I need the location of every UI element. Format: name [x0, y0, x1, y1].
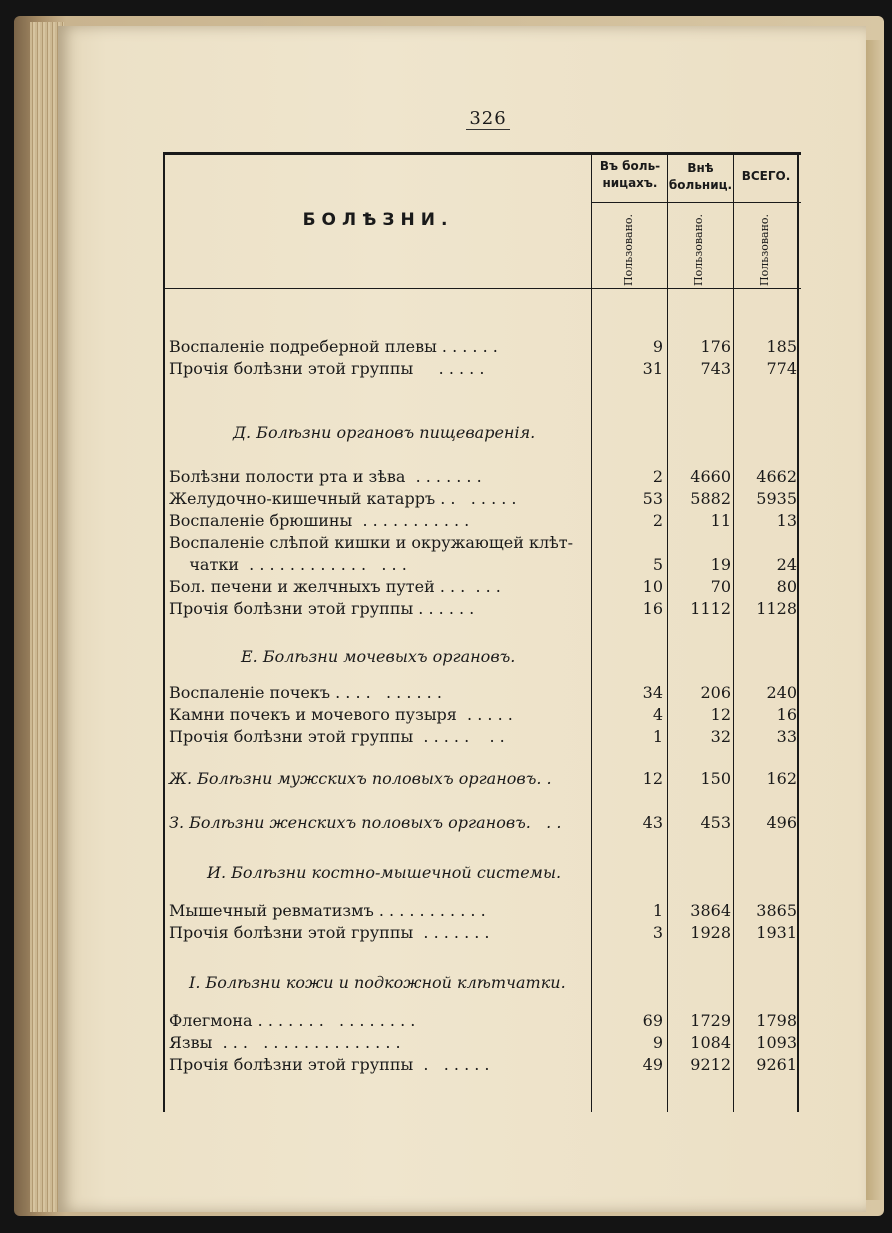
disease-table — [163, 152, 801, 1112]
table-row: Желудочно-кишечный катарръ . . . . . . . 53 5882 5935 — [169, 489, 797, 508]
table-row: чатки . . . . . . . . . . . . . . . 5 19 24 — [169, 555, 797, 574]
col-outside-hospitals-header: Внѣ больниц. — [668, 161, 733, 192]
table-row: Флегмона . . . . . . . . . . . . . . . 69 1729 1798 — [169, 1011, 797, 1030]
right-page-edge — [864, 40, 884, 1200]
table-row: Ж. Болѣзни мужскихъ половыхъ органовъ. . 12 150 162 — [169, 769, 797, 788]
table-header-title: БОЛѢЗНИ. — [302, 210, 454, 230]
table-row: Камни почекъ и мочевого пузыря . . . . . 4 12 16 — [169, 705, 797, 724]
table-row: Прочія болѣзни этой группы . . . . . . . 3 1928 1931 — [169, 923, 797, 942]
table-row: Воспаленіе почекъ . . . . . . . . . . 34 206 240 — [169, 683, 797, 702]
col1-rule — [591, 152, 592, 1112]
header-sub-rule — [591, 202, 801, 203]
section-heading: И. Болѣзни костно-мышечной системы. — [207, 863, 562, 882]
table-top-rule — [163, 152, 801, 155]
col2-rule — [667, 152, 668, 1112]
table-row: Воспаленіе брюшины . . . . . . . . . . . 2 11 13 — [169, 511, 797, 530]
table-row: Прочія болѣзни этой группы . . . . . 31 743 774 — [169, 359, 797, 378]
page-number: 326 — [466, 108, 510, 130]
section-heading: Е. Болѣзни мочевыхъ органовъ. — [241, 647, 516, 666]
col-total-header: ВСЕГО. — [741, 169, 791, 183]
table-row: З. Болѣзни женскихъ половыхъ органовъ. . . 43 453 496 — [169, 813, 797, 832]
table-row: Бол. печени и желчныхъ путей . . . . . . 10 70 80 — [169, 577, 797, 596]
section-heading: Д. Болѣзни органовъ пищеваренія. — [233, 423, 536, 442]
table-row: Прочія болѣзни этой группы . . . . . . 49 9212 9261 — [169, 1055, 797, 1074]
table-left-rule — [163, 152, 165, 1112]
table-row: Прочія болѣзни этой группы . . . . . . . 1 32 33 — [169, 727, 797, 746]
table-row: Язвы . . . . . . . . . . . . . . . . . 9 1084 1093 — [169, 1033, 797, 1052]
table-row: Воспаленіе слѣпой кишки и окружающей клѣт- — [169, 533, 574, 552]
table-row: Прочія болѣзни этой группы . . . . . . 16 1112 1128 — [169, 599, 797, 618]
section-heading: І. Болѣзни кожи и подкожной клѣтчатки. — [189, 973, 566, 992]
col2-sub-header: Пользовано. — [692, 214, 705, 287]
table-row: Мышечный ревматизмъ . . . . . . . . . . . 1 3864 3865 — [169, 901, 797, 920]
col3-sub-header: Пользовано. — [758, 214, 771, 287]
table-row: Воспаленіе подреберной плевы . . . . . . 9 176 185 — [169, 337, 797, 356]
table-right-rule — [797, 152, 799, 1112]
col1-sub-header: Пользовано. — [622, 214, 635, 287]
col-in-hospitals-header: Въ боль- ницахъ. — [599, 159, 661, 190]
table-row: Болѣзни полости рта и зѣва . . . . . . . 2 4660 4662 — [169, 467, 797, 486]
col3-rule — [733, 152, 734, 1112]
